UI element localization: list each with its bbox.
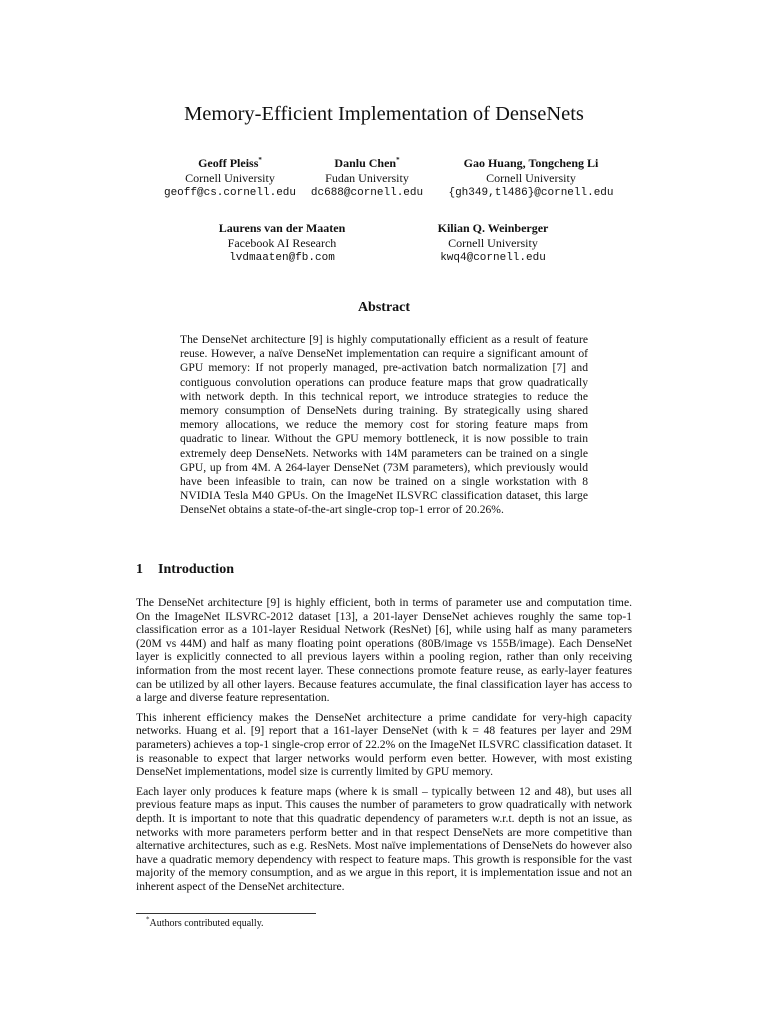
- abstract-heading: Abstract: [357, 300, 411, 315]
- author-block: [401, 156, 661, 201]
- author-mark: *: [396, 156, 400, 164]
- section-title: Introduction: [158, 562, 234, 577]
- footnote: [146, 915, 264, 929]
- author-affiliation: Cornell University: [486, 171, 576, 185]
- section-number: 1: [136, 562, 143, 577]
- footnote-mark: *: [146, 915, 150, 924]
- footnote-text: Authors contributed equally.: [149, 918, 264, 929]
- author-mark: *: [258, 156, 262, 164]
- paragraph: Each layer only produces k feature maps (where k is small – typically between 12 and 48), but uses all previous feature maps as input. This causes the number of parameters to grow quadratically with network depth. It is important to note that this quadratic dependency of parameters w.r.t. depth is not an issue, as networks with more parameters perform better and in that respect DenseNets are more competitive than alternative architectures, such as e.g. ResNets. Most naïve implementations of DenseNets do however also have a quadratic memory dependency with respect to feature maps. This growth is responsible for the vast majority of the memory consumption, and as we argue in this report, it is implementation issue and not an inherent aspect of the DenseNet architecture.: [136, 784, 632, 893]
- author-name: Danlu Chen: [334, 156, 397, 170]
- author-name: Geoff Pleiss: [198, 156, 259, 170]
- author-affiliation: Fudan University: [325, 171, 409, 185]
- author-block: [363, 221, 623, 266]
- author-email: dc688@cornell.edu: [310, 187, 424, 199]
- author-email: kwq4@cornell.edu: [440, 252, 546, 264]
- paragraph: The DenseNet architecture [9] is highly efficient, both in terms of parameter use and computation time. On the ImageNet ILSVRC-2012 dataset [13], a 201-layer DenseNet achieves roughly the same top-1 classification error as a 101-layer Residual Network (ResNet) [6], while using half as many parameters (20M vs 44M) and half as many floating point operations (80B/image vs 155B/image). Each DenseNet layer is explicitly connected to all previous layers within a pooling region, rather than only receiving information from the most recent layer. These connections promote feature reuse, as early-layer features can be utilized by all other layers. Because features accumulate, the final classification layer has access to a large and diverse feature representation.: [136, 596, 632, 705]
- paragraph: This inherent efficiency makes the DenseNet architecture a prime candidate for very-high capacity networks. Huang et al. [9] report that a 161-layer DenseNet (with k = 48 features per layer and 29M parameters) achieves a top-1 single-crop error of 22.2% on the ImageNet ILSVRC classification dataset. It is reasonable to expect that larger networks would perform even better. However, with most existing DenseNet implementations, model size is currently limited by GPU memory.: [136, 710, 632, 779]
- footnote-rule: [136, 913, 316, 914]
- section-heading: [136, 562, 234, 578]
- author-name: Kilian Q. Weinberger: [437, 221, 549, 235]
- author-affiliation: Cornell University: [185, 171, 275, 185]
- author-email: geoff@cs.cornell.edu: [163, 187, 297, 199]
- author-name: Laurens van der Maaten: [218, 221, 346, 235]
- section-body: [136, 596, 632, 899]
- author-affiliation: Facebook AI Research: [227, 236, 337, 250]
- author-email: lvdmaaten@fb.com: [229, 252, 335, 264]
- abstract-text: The DenseNet architecture [9] is highly computationally efficient as a result of feature reuse. However, a naïve DenseNet implementation can require a significant amount of GPU memory: If not properly managed, pre-activation batch normalization [7] and contiguous convolution operations can produce feature maps that grow quadratically with network depth. In this technical report, we introduce strategies to reduce the memory consumption of DenseNets during training. By strategically using shared memory allocations, we reduce the memory cost for storing feature maps from quadratic to linear. Without the GPU memory bottleneck, it is now possible to train extremely deep DenseNets. Networks with 14M parameters can be trained on a single GPU, up from 4M. A 264-layer DenseNet (73M parameters), which previously would have been infeasible to train, can now be trained on a single workstation with 8 NVIDIA Tesla M40 GPUs. On the ImageNet ILSVRC classification dataset, this large DenseNet obtains a state-of-the-art single-crop top-1 error of 20.26%.: [180, 333, 588, 517]
- author-email: {gh349,tl486}@cornell.edu: [448, 187, 614, 199]
- paper-title: Memory-Efficient Implementation of DenseNets: [184, 103, 584, 125]
- author-affiliation: Cornell University: [448, 236, 538, 250]
- author-name: Gao Huang, Tongcheng Li: [463, 156, 599, 170]
